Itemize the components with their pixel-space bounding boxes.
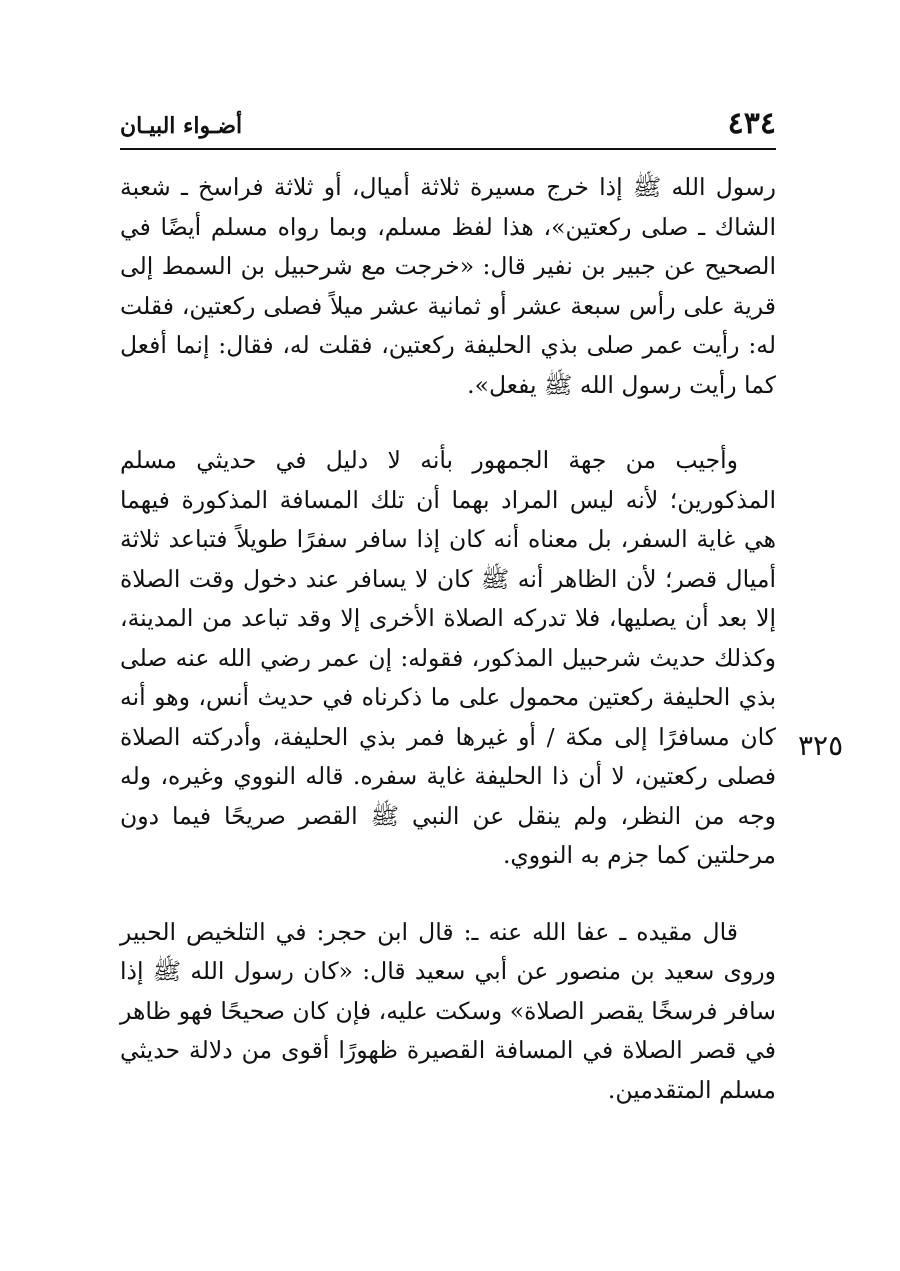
paragraph-3: قال مقيده ـ عفا الله عنه ـ: قال ابن حجر: في التلخيص الحبير وروى سعيد بن منصور عن أبي سعيد قال: «كان رسول الله ﷺ إذا سافر فرسخًا يقصر الصلاة» وسكت عليه، فإن كان صحيحًا فهو ظاهر في قصر الصلاة في المسافة القصيرة ظهورًا أقوى من دلالة حديثي مسلم المتقدمين. — [120, 917, 776, 1104]
paragraph-1: رسول الله ﷺ إذا خرج مسيرة ثلاثة أميال، أو ثلاثة فراسخ ـ شعبة الشاك ـ صلى ركعتين»، هذا لفظ مسلم، وبما رواه مسلم أيضًا في الصحيح عن جبير بن نفير قال: «خرجت مع شرحبيل بن السمط إلى قرية على رأس سبعة عشر أو ثمانية عشر ميلاً فصلى ركعتين، فقلت له: رأيت عمر صلى بذي الحليفة ركعتين، فقلت له، فقال: إنما أفعل كما رأيت رسول الله ﷺ يفعل». — [120, 173, 776, 399]
page-number: ٤٣٤ — [727, 106, 776, 141]
book-title: أضـواء البيـان — [120, 113, 243, 139]
margin-reference-number: ٣٢٥ — [798, 729, 844, 762]
paragraph-2: وأجيب من جهة الجمهور بأنه لا دليل في حديثي مسلم المذكورين؛ لأنه ليس المراد بهما أن تلك المسافة المذكورة فيهما هي غاية السفر، بل معناه أنه كان إذا سافر سفرًا طويلاً فتباعد ثلاثة أميال قصر؛ لأن الظاهر أنه ﷺ كان لا يسافر عند دخول وقت الصلاة إلا بعد أن يصليها، فلا تدركه الصلاة الأخرى إلا وقد تباعد من المدينة، وكذلك حديث شرحبيل المذكور، فقوله: إن عمر رضي الله عنه صلى بذي الحليفة ركعتين محمول على ما ذكرناه في حديث أنس، وهو أنه كان مسافرًا إلى مكة / أو غيرها فمر بذي الحليفة، وأدركته الصلاة فصلى ركعتين، لا أن ذا الحليفة غاية سفره. قاله النووي وغيره، وله وجه من النظر، ولم ينقل عن النبي ﷺ القصر صريحًا فيما دون مرحلتين كما جزم به النووي. — [120, 446, 776, 869]
header-divider — [120, 148, 776, 150]
page-header — [120, 104, 776, 144]
paragraph-spacer — [120, 405, 776, 441]
body-text — [120, 168, 776, 1110]
paragraph-spacer — [120, 876, 776, 913]
